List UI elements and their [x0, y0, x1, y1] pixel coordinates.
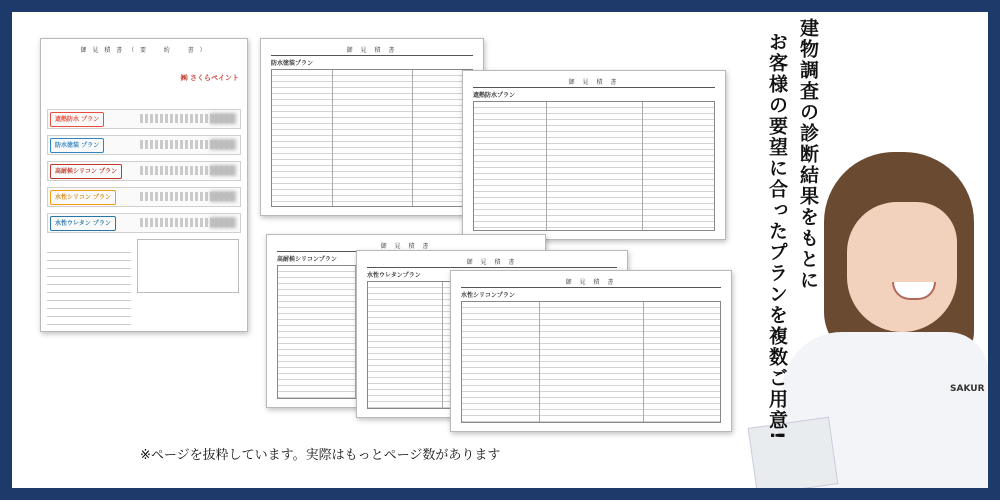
page-excerpt-note: ※ページを抜粋しています。実際はもっとページ数があります [140, 448, 501, 463]
document-plan-name: 水性シリコンプラン [461, 292, 515, 299]
document-plan-name: 水性ウレタンプラン [367, 272, 421, 279]
summary-sheet-title: 御 見 積 書 （ 要 約 書 ） [80, 47, 208, 54]
content-panel [12, 12, 988, 488]
blurred-price [210, 217, 236, 228]
document-plan-name: 高耐候シリコンプラン [277, 256, 337, 263]
plan-tag: 水性ウレタン プラン [50, 216, 116, 231]
plan-tag: 遮熱防水 プラン [50, 112, 104, 127]
estimate-document [260, 38, 484, 216]
document-plan-name: 防水塗装プラン [271, 60, 314, 67]
company-name: ㈱ さくらペイント [180, 74, 239, 82]
document-title: 御 見 積 書 [473, 75, 715, 88]
plan-row [47, 109, 241, 129]
estimate-table [473, 101, 715, 231]
blurred-price [210, 139, 236, 150]
estimate-document [450, 270, 732, 432]
document-plan-name: 遮熱防水プラン [473, 92, 516, 99]
estimate-table [271, 69, 473, 207]
document-title: 御 見 積 書 [461, 275, 721, 288]
blurred-price [210, 165, 236, 176]
signature-box [137, 239, 239, 293]
plan-row [47, 213, 241, 233]
plan-row [47, 161, 241, 181]
color-sample-card [748, 417, 839, 488]
document-title: 御 見 積 書 [367, 255, 617, 268]
plan-tag: 防水塗装 プラン [50, 138, 104, 153]
person-face [847, 202, 957, 332]
document-title: 御 見 積 書 [277, 239, 535, 252]
plan-tag: 高耐候シリコン プラン [50, 164, 122, 179]
estimate-document [462, 70, 726, 240]
summary-estimate-sheet [40, 38, 248, 332]
shirt-logo: SAKUR [950, 384, 985, 394]
estimate-table [461, 301, 721, 423]
plan-tag: 水性シリコン プラン [50, 190, 116, 205]
form-lines [47, 245, 131, 325]
caption-line-1: 建物調査の診断結果をもとに [797, 18, 819, 291]
plan-row [47, 135, 241, 155]
document-title: 御 見 積 書 [271, 43, 473, 56]
blurred-price [210, 113, 236, 124]
blurred-price [210, 191, 236, 202]
plan-row [47, 187, 241, 207]
caption-line-2: お客様の要望に合ったプランを複数ご用意! [766, 32, 788, 442]
